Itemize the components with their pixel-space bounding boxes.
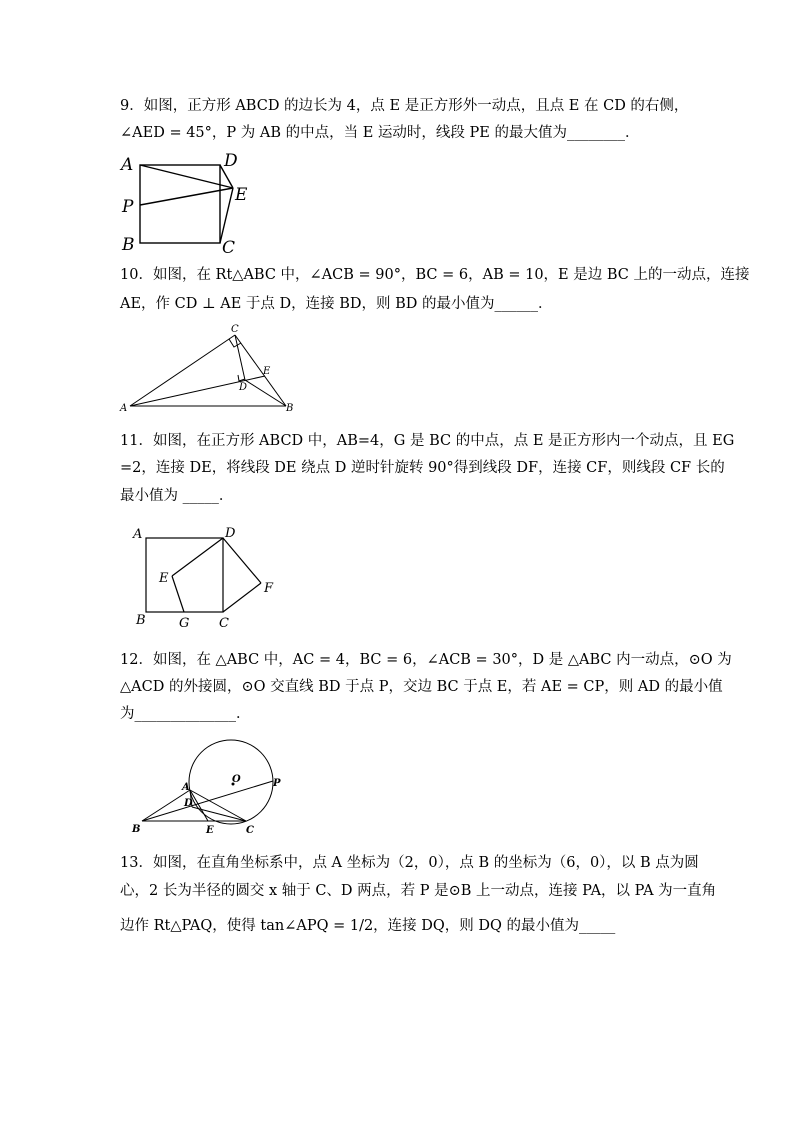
problem-10-line-2: AE，作 CD ⊥ AE 于点 D，连接 BD，则 BD 的最小值为______． (120, 296, 553, 312)
label-B: B (132, 824, 141, 835)
label-C: C (231, 324, 239, 335)
problem-11-line-3: 最小值为 _____． (120, 488, 234, 504)
label-F: F (264, 581, 274, 596)
figure-11-square (128, 522, 283, 632)
label-A: A (121, 155, 134, 175)
problem-11-line-2: =2，连接 DE，将线段 DE 绕点 D 逆时针旋转 90°得到线段 DF，连接 CF，则线段 CF 长的 (120, 460, 725, 476)
problem-11-line-1: 11．如图，在正方形 ABCD 中，AB=4，G 是 BC 的中点，点 E 是正方形内一个动点，且 EG (120, 433, 735, 449)
problem-12-line-1: 12．如图，在 △ABC 中，AC = 4，BC = 6，∠ACB = 30°，D 是 △ABC 内一动点，⊙O 为 (120, 652, 732, 668)
label-E: E (235, 185, 248, 205)
problem-10-line-1: 10．如图，在 Rt△ABC 中，∠ACB = 90°，BC = 6，AB = 10，E 是边 BC 上的一动点，连接 (120, 267, 750, 283)
figure-10-triangle (118, 320, 303, 415)
label-E: E (206, 825, 214, 836)
problem-13-line-2: 心，2 长为半径的圆交 x 轴于 C、D 两点，若 P 是⊙B 上一动点，连接 PA，以 PA 为一直角 (120, 883, 717, 899)
label-D: D (184, 798, 193, 809)
label-D: D (224, 151, 238, 171)
problem-12-line-3: 为______________． (120, 706, 251, 722)
label-C: C (246, 825, 254, 836)
label-D: D (239, 382, 248, 393)
label-B: B (136, 613, 146, 628)
label-G: G (179, 616, 190, 631)
problem-13-line-1: 13．如图，在直角坐标系中，点 A 坐标为（2，0），点 B 的坐标为（6，0），以 B 点为圆 (120, 855, 699, 871)
problem-9-line-2: ∠AED = 45°，P 为 AB 的中点，当 E 运动时，线段 PE 的最大值为________． (120, 125, 640, 141)
label-A: A (182, 782, 190, 793)
label-C: C (222, 238, 236, 258)
label-O: O (232, 774, 241, 785)
problem-9-line-1: 9．如图，正方形 ABCD 的边长为 4，点 E 是正方形外一动点，且点 E 在 CD 的右侧， (120, 98, 689, 114)
label-P: P (122, 197, 134, 217)
label-E: E (263, 366, 271, 377)
problem-12-line-2: △ACD 的外接圆，⊙O 交直线 BD 于点 P，交边 BC 于点 E，若 AE = CP，则 AD 的最小值 (120, 679, 723, 695)
label-P: P (273, 778, 281, 789)
figure-9-square (118, 150, 268, 258)
label-B: B (122, 235, 135, 255)
label-A: A (120, 403, 128, 414)
label-A: A (133, 527, 143, 542)
label-D: D (225, 526, 236, 541)
label-B: B (286, 403, 294, 414)
problem-13-line-3: 边作 Rt△PAQ，使得 tan∠APQ = 1/2，连接 DQ，则 DQ 的最小值为_____ (120, 918, 616, 934)
label-C: C (219, 616, 229, 631)
figure-12-circle (128, 740, 288, 840)
label-E: E (159, 571, 169, 586)
